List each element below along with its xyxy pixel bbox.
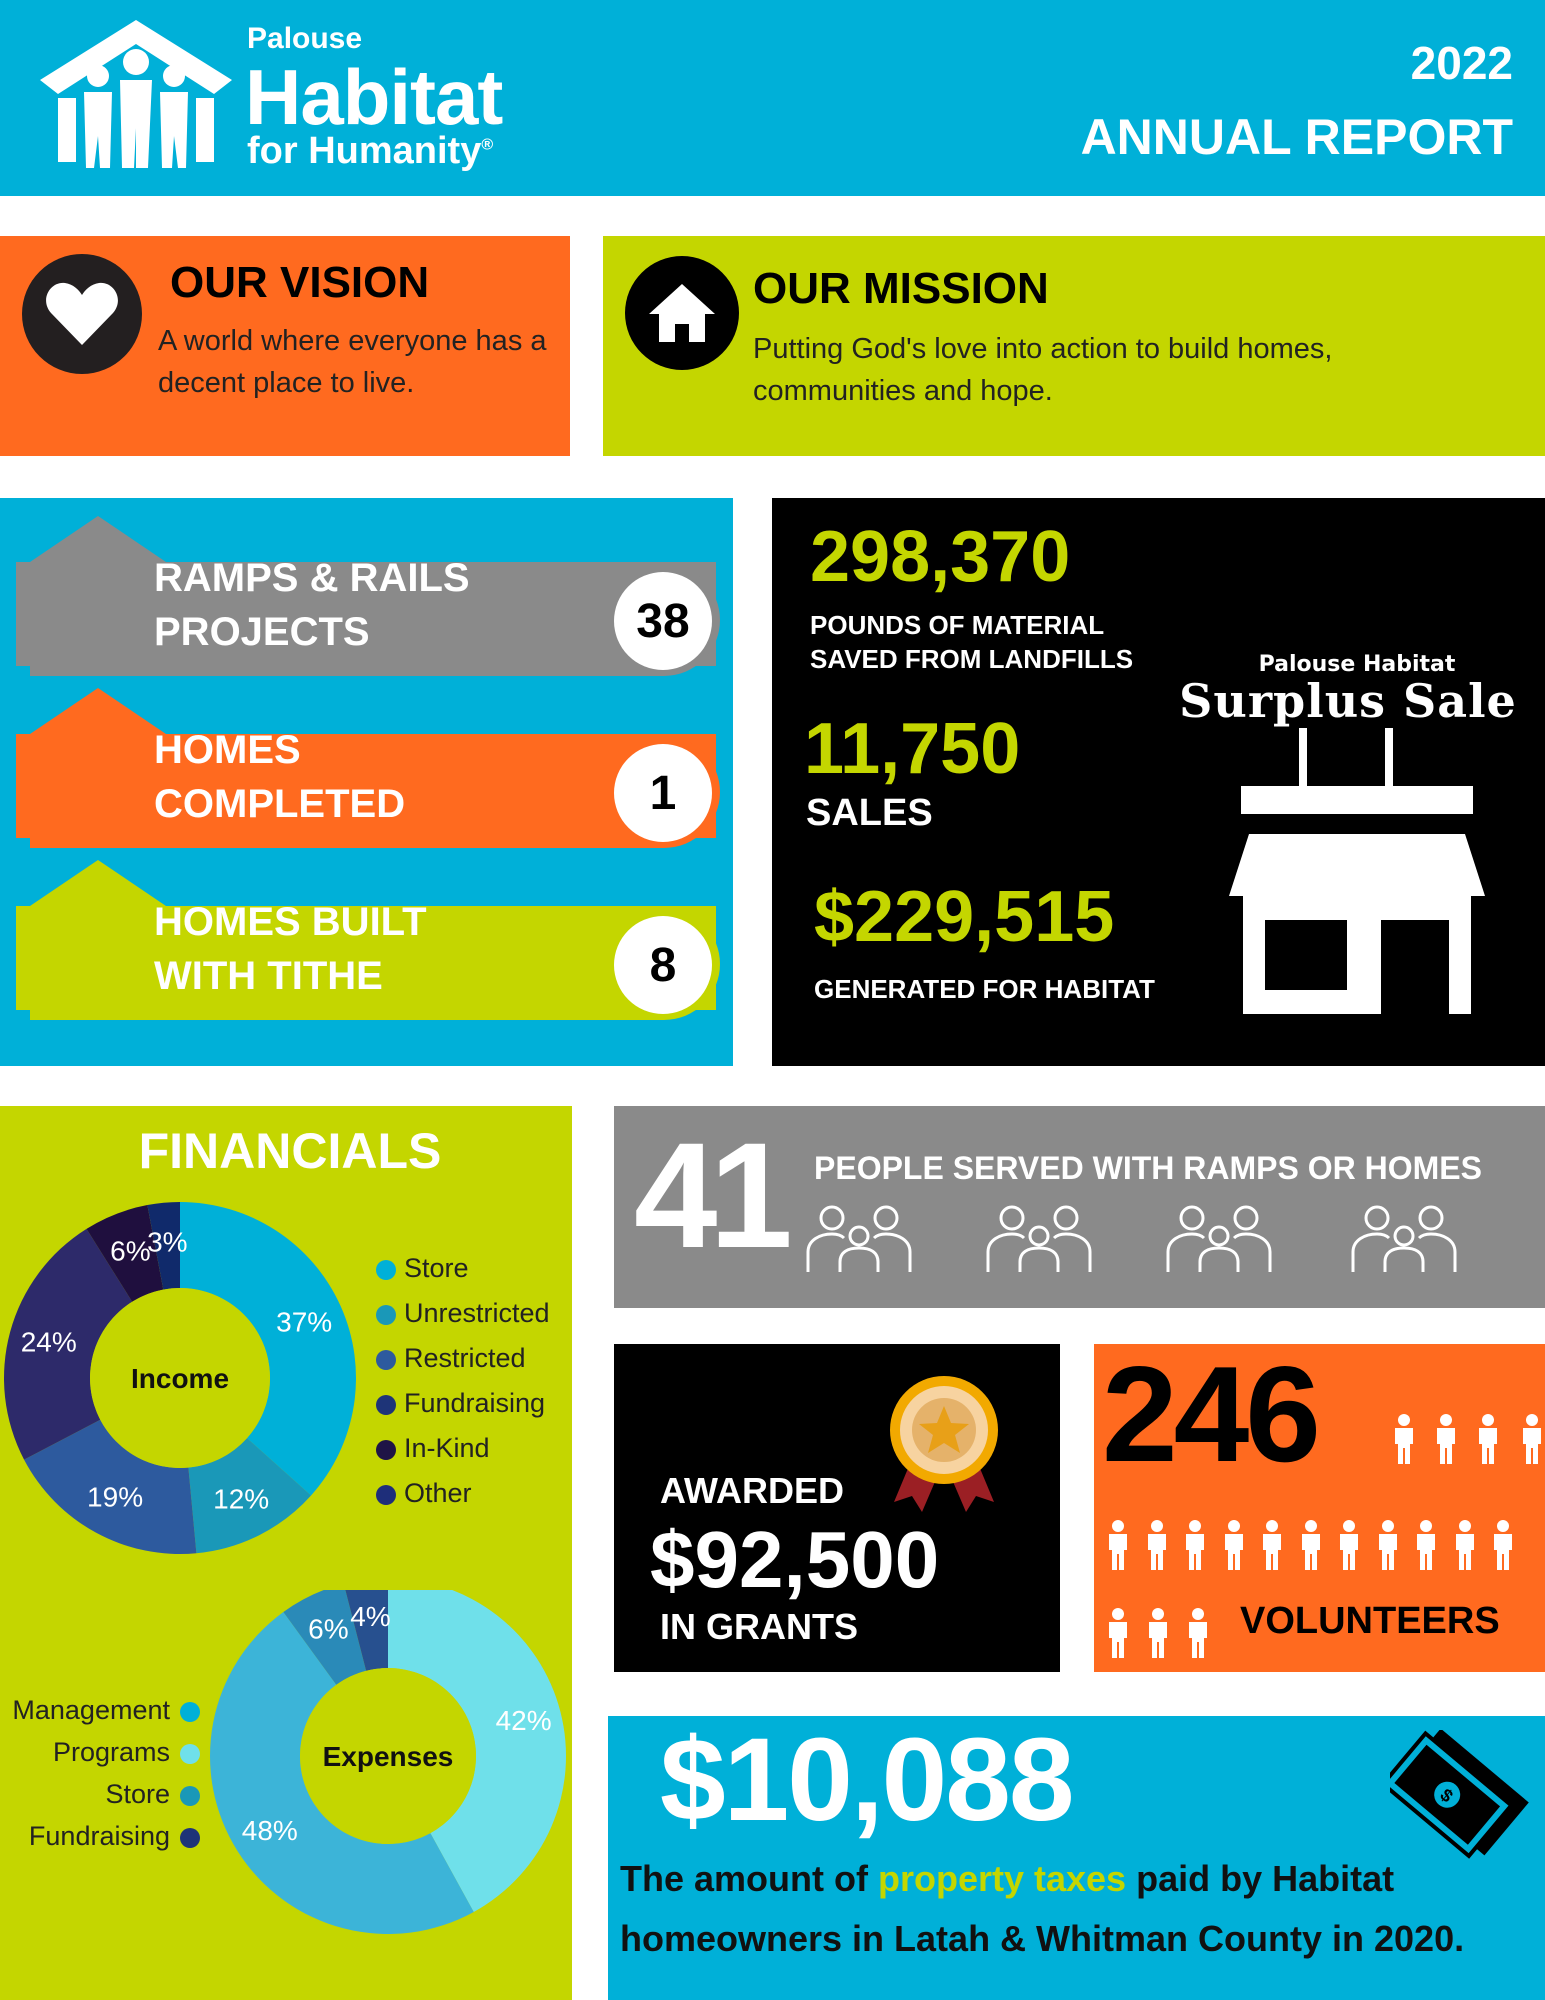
report-year: 2022 [1410, 37, 1513, 89]
surplus-brand-small: Palouse Habitat [1258, 652, 1456, 677]
taxes-card [608, 1716, 1545, 2000]
volunteer-person-icon [1491, 1520, 1515, 1570]
volunteer-person-icon [1453, 1520, 1477, 1570]
org-name-small: Palouse [247, 22, 363, 55]
material-saved-label-1: POUNDS OF MATERIAL [810, 610, 1105, 640]
habitat-logo-icon [36, 18, 236, 178]
legend-item [29, 1821, 200, 1852]
family-icon [1164, 1202, 1274, 1274]
taxes-highlight: property taxes [877, 1858, 1127, 1899]
vision-title: OUR VISION [170, 258, 430, 307]
donut-slice-label: 12% [213, 1483, 270, 1515]
org-name-big: Habitat [245, 53, 503, 141]
svg-text:$: $ [1436, 1784, 1457, 1807]
legend-label: In-Kind [404, 1433, 490, 1463]
storefront-icon [1227, 726, 1487, 1016]
donut-slice-label: 3% [147, 1226, 188, 1258]
legend-item [105, 1779, 200, 1810]
mission-text: Putting God's love into action to build homes, communities and hope. [753, 333, 1333, 407]
volunteer-person-icon [1146, 1608, 1170, 1658]
project-count-badge: 8 [614, 916, 712, 1014]
legend-label: Management [12, 1695, 170, 1725]
legend-item [376, 1253, 469, 1284]
legend-label: Restricted [404, 1343, 526, 1373]
volunteer-person-icon [1145, 1520, 1169, 1570]
donut-slice-label: 4% [350, 1601, 391, 1633]
legend-swatch [376, 1350, 396, 1370]
project-label-2: PROJECTS [154, 610, 370, 654]
taxes-line-1: The amount of property taxes paid by Habitat [620, 1858, 1395, 1899]
family-icon [984, 1202, 1094, 1274]
material-saved-label-2: SAVED FROM LANDFILLS [810, 644, 1134, 674]
legend-label: Fundraising [404, 1388, 546, 1418]
surplus-brand-big: Surplus Sale [1179, 674, 1517, 728]
legend-item [376, 1388, 545, 1419]
grants-label-bottom: IN GRANTS [660, 1606, 858, 1647]
project-label-2: COMPLETED [154, 782, 406, 826]
volunteer-person-icon [1260, 1520, 1284, 1570]
donut-slice-label: 6% [308, 1613, 349, 1645]
surplus-panel [772, 498, 1545, 1066]
sales-value: 11,750 [804, 709, 1021, 789]
legend-item [376, 1298, 550, 1329]
volunteer-person-icon [1337, 1520, 1361, 1570]
family-icon [1349, 1202, 1459, 1274]
volunteer-person-icon [1520, 1414, 1544, 1464]
volunteer-person-icon [1222, 1520, 1246, 1570]
project-label-1: RAMPS & RAILS [154, 556, 470, 600]
report-title: ANNUAL REPORT [1080, 109, 1513, 165]
expenses-donut-chart [0, 1590, 572, 1990]
people-served-card [614, 1106, 1545, 1308]
people-served-value: 41 [634, 1111, 785, 1279]
volunteer-person-icon [1392, 1414, 1416, 1464]
legend-label: Store [404, 1253, 469, 1283]
volunteer-person-icon [1434, 1414, 1458, 1464]
generated-label: GENERATED FOR HABITAT [814, 974, 1155, 1004]
volunteers-label: VOLUNTEERS [1240, 1600, 1500, 1642]
mission-card [603, 236, 1545, 456]
donut-center-label: Expenses [322, 1741, 454, 1772]
home-icon [625, 256, 739, 370]
project-count-badge: 38 [614, 572, 712, 670]
donut-slice-label: 19% [87, 1481, 144, 1513]
legend-label: Fundraising [28, 1821, 170, 1851]
project-label-1: HOMES BUILT [154, 900, 427, 944]
volunteers-card [1094, 1338, 1545, 1672]
legend-item [53, 1737, 200, 1768]
legend-swatch [376, 1305, 396, 1325]
money-icon [1390, 1730, 1530, 1860]
generated-value: $229,515 [814, 877, 1115, 957]
volunteer-person-icon [1299, 1520, 1323, 1570]
taxes-line-2: homeowners in Latah & Whitman County in 2020. [620, 1918, 1465, 1959]
legend-swatch [180, 1744, 200, 1764]
vision-card [0, 236, 570, 456]
material-saved-value: 298,370 [810, 517, 1071, 597]
org-name-sub: for Humanity® [247, 130, 494, 172]
donut-slice-label: 42% [495, 1705, 552, 1737]
volunteer-person-icon [1106, 1520, 1130, 1570]
legend-item [12, 1695, 200, 1726]
legend-swatch [180, 1828, 200, 1848]
project-label-2: WITH TITHE [154, 954, 383, 998]
volunteer-person-icon [1476, 1414, 1500, 1464]
volunteer-person-icon [1186, 1608, 1210, 1658]
donut-slice-label: 24% [20, 1326, 77, 1358]
volunteer-person-icon [1183, 1520, 1207, 1570]
legend-item [376, 1478, 472, 1509]
grants-card [614, 1344, 1060, 1672]
donut-center-label: Income [130, 1363, 230, 1394]
sales-label: SALES [806, 792, 933, 834]
legend-swatch [376, 1395, 396, 1415]
mission-title: OUR MISSION [753, 264, 1049, 313]
project-label-1: HOMES [154, 728, 301, 772]
volunteer-person-icon [1376, 1520, 1400, 1570]
vision-text: A world where everyone has a decent place to live. [158, 325, 547, 399]
legend-swatch [376, 1260, 396, 1280]
grants-label-top: AWARDED [660, 1470, 845, 1511]
donut-slice-label: 37% [276, 1306, 333, 1338]
legend-swatch [180, 1702, 200, 1722]
volunteers-value: 246 [1102, 1338, 1317, 1490]
financials-title: FINANCIALS [138, 1123, 442, 1179]
volunteer-person-icon [1414, 1520, 1438, 1570]
legend-label: Store [105, 1779, 170, 1809]
legend-label: Programs [52, 1737, 170, 1767]
project-count-badge: 1 [614, 744, 712, 842]
people-served-label: PEOPLE SERVED WITH RAMPS OR HOMES [814, 1150, 1482, 1186]
legend-item [376, 1433, 490, 1464]
award-ribbon-icon [884, 1374, 1004, 1514]
taxes-value: $10,088 [660, 1714, 1073, 1846]
donut-slice-label: 48% [241, 1815, 298, 1847]
family-icon [804, 1202, 914, 1274]
donut-slice-label: 6% [110, 1235, 151, 1267]
legend-swatch [376, 1485, 396, 1505]
legend-label: Unrestricted [404, 1298, 550, 1328]
legend-label: Other [404, 1478, 472, 1508]
legend-swatch [376, 1440, 396, 1460]
heart-icon [22, 254, 142, 374]
legend-item [376, 1343, 526, 1374]
legend-swatch [180, 1786, 200, 1806]
grants-value: $92,500 [650, 1515, 940, 1604]
volunteer-person-icon [1106, 1608, 1130, 1658]
